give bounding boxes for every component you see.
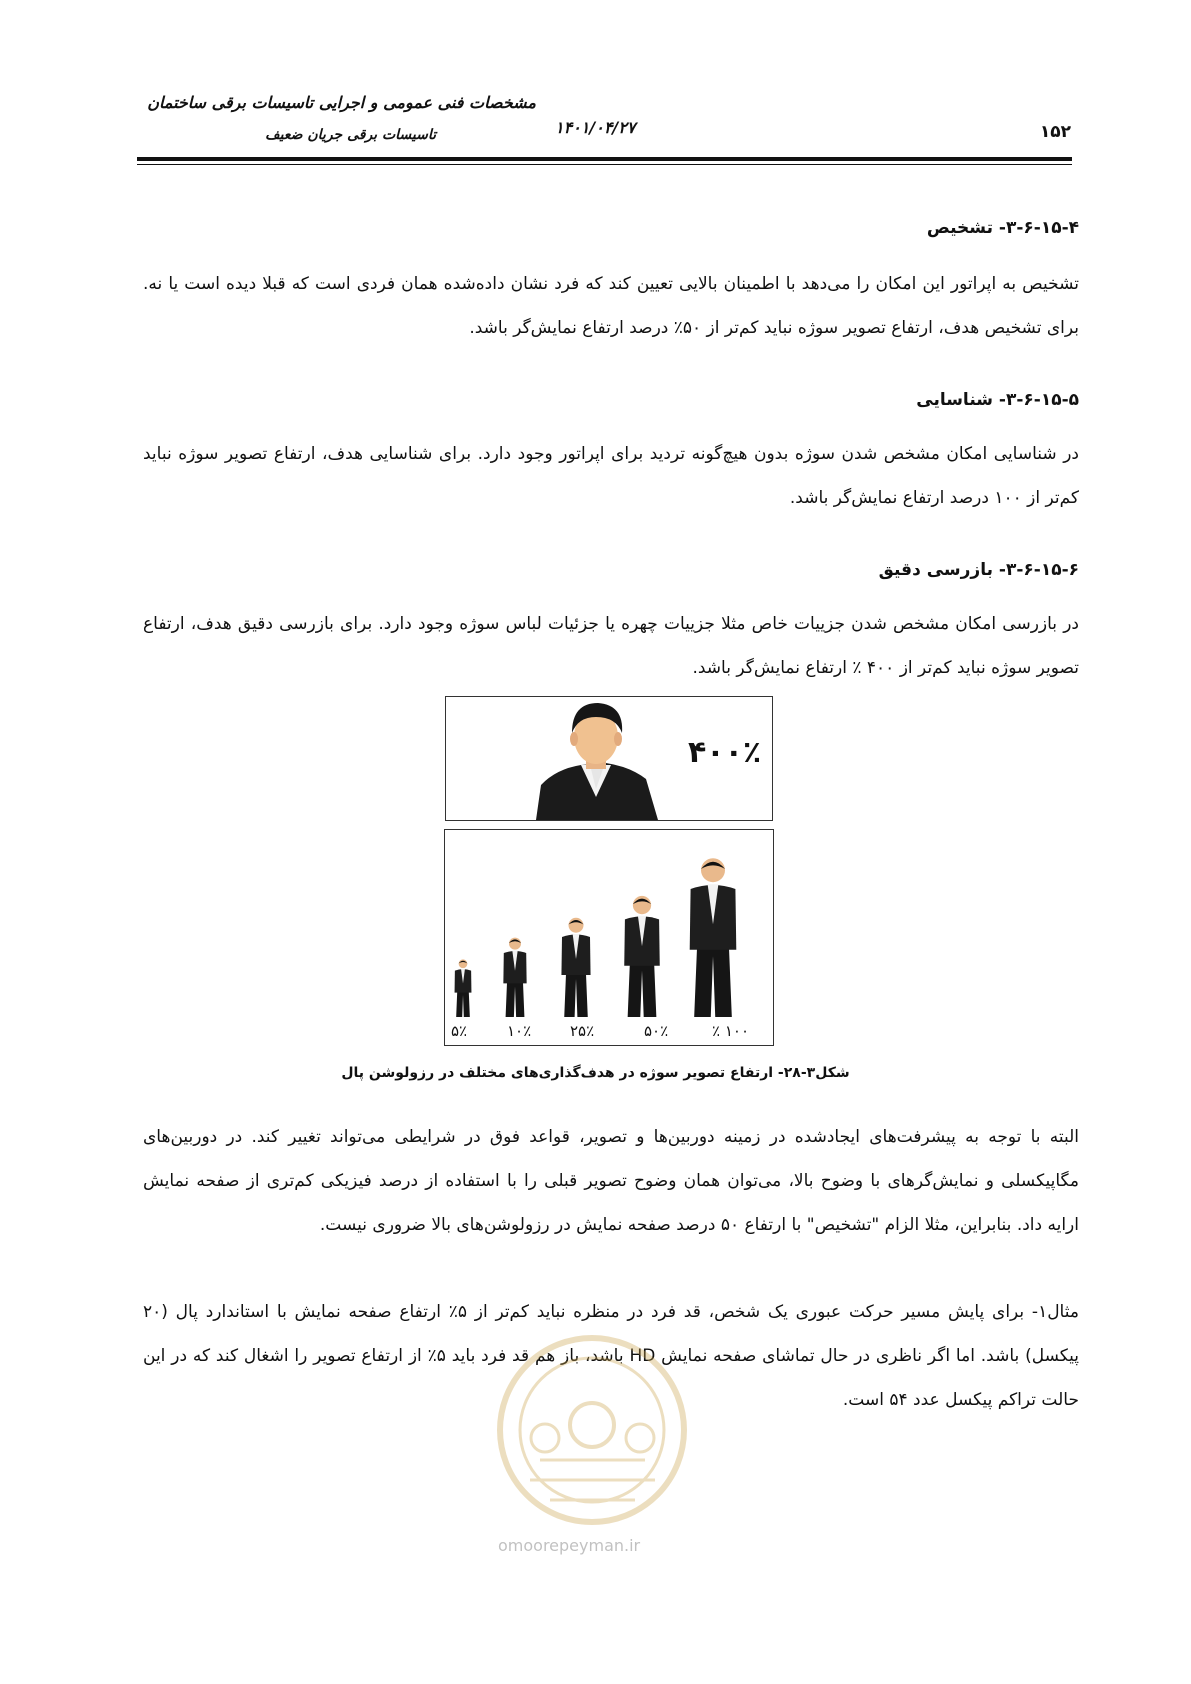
figure-label-50: ۵۰٪ <box>644 1022 669 1040</box>
figure-label-100: ۱۰۰ ٪ <box>712 1022 749 1040</box>
figure-label-10: ۱۰٪ <box>507 1022 532 1040</box>
figure-person-5 <box>455 959 472 1017</box>
figure-person-50 <box>624 896 660 1017</box>
figure-label-25: ۲۵٪ <box>570 1022 595 1040</box>
watermark-seal-icon <box>490 1330 695 1530</box>
header-date: ۱۴۰۱/۰۴/۲۷ <box>555 118 636 137</box>
figure-caption: شکل۳-۲۸- ارتفاع تصویر سوژه در هدف‌گذاری‌های مختلف در رزولوشن پال <box>341 1065 850 1081</box>
watermark-text: omoorepeyman.ir <box>498 1536 641 1555</box>
section-text-identification: در شناسایی امکان مشخص شدن سوژه بدون هیچ‌گونه تردید برای اپراتور وجود دارد. برای شناسایی هدف، ارتفاع تصویر سوژه نباید کم‌تر از ۱۰۰ درصد ارتفاع نمایش‌گر باشد. <box>143 444 1079 508</box>
section-heading-inspection: ۳-۶-۱۵-۶- بازرسی دقیق <box>878 560 1079 580</box>
figure-person-25 <box>561 918 590 1017</box>
figure-label-5: ۵٪ <box>451 1022 468 1040</box>
figure-label-400: ۴۰۰٪ <box>688 735 762 770</box>
section-text-diagnosis: تشخیص به اپراتور این امکان را می‌دهد با اطمینان بالایی تعیین کند که فرد نشان داده‌شده همان فردی است که قبلا دیده است یا نه. برای تشخیص هدف، ارتفاع تصویر سوژه نباید کم‌تر از ۵۰٪ درصد ارتفاع نمایش‌گر باشد. <box>143 274 1079 338</box>
header-rule-thick <box>137 157 1072 161</box>
paragraph-note: البته با توجه به پیشرفت‌های ایجادشده در زمینه دوربین‌ها و تصویر، قواعد فوق در شرایطی می‌تواند تغییر کند. در دوربین‌های مگاپیکسلی و نمایش‌گرهای با وضوح بالا، می‌توان همان وضوح تصویر قبلی را با استفاده از درصد فیزیکی کم‌تری از صفحه نمایش ارایه داد. بنابراین، مثلا الزام "تشخیص" با ارتفاع ۵۰ درصد صفحه نمایش در رزولوشن‌های بالا ضروری نیست. <box>143 1127 1079 1235</box>
scaled-figures-illustration <box>445 830 773 1045</box>
header-rule-thin <box>137 164 1072 165</box>
section-heading-diagnosis: ۳-۶-۱۵-۴- تشخیص <box>926 218 1079 238</box>
example-paragraph: مثال۱- برای پایش مسیر حرکت عبوری یک شخص، قد فرد در منظره نباید کم‌تر از ۵٪ ارتفاع صفحه نمایش با استاندارد پال (۲۰ پیکسل) باشد. اما اگر ناظری در حال تماشای صفحه نمایش HD باشد، باز هم قد فرد باید ۵٪ از ارتفاع تصویر را اشغال کند که در این حالت تراکم پیکسل عدد ۵۴ است. <box>143 1302 1079 1410</box>
section-text-inspection: در بازرسی امکان مشخص شدن جزییات خاص مثلا جزییات چهره یا جزئیات لباس سوژه وجود دارد. برای بازرسی دقیق هدف، ارتفاع تصویر سوژه نباید کم‌تر از ۴۰۰ ٪ ارتفاع نمایش‌گر باشد. <box>143 614 1079 678</box>
header-title: مشخصات فنی عمومی و اجرایی تاسیسات برقی ساختمان <box>147 93 536 112</box>
figure-scale-panel <box>444 829 774 1046</box>
figure-person-10 <box>503 938 526 1017</box>
page-number: ۱۵۲ <box>1039 122 1071 142</box>
figure-person-100 <box>690 858 737 1017</box>
header-subtitle: تاسیسات برقی جریان ضعیف <box>265 127 436 143</box>
section-heading-identification: ۳-۶-۱۵-۵- شناسایی <box>916 390 1079 410</box>
